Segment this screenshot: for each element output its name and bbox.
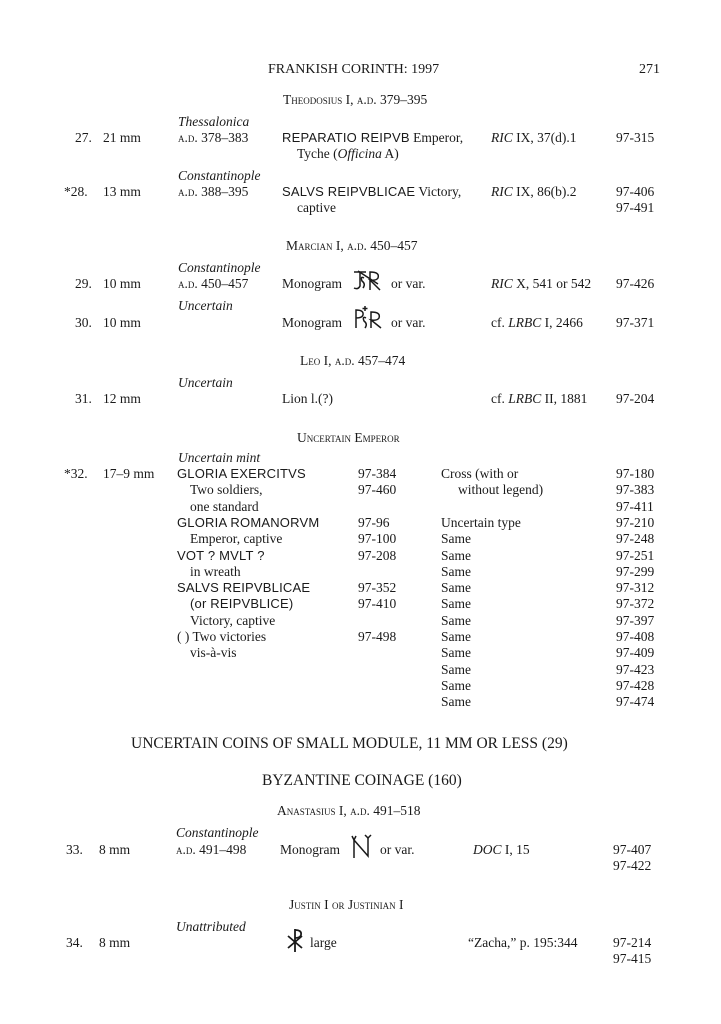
entry-number: 33. <box>66 842 83 857</box>
entry-32-other-type: Same <box>441 596 471 612</box>
entry-32-other-type: Same <box>441 612 471 628</box>
inventory-number: 97-352 <box>358 580 397 596</box>
entry-mint: Uncertain <box>178 375 233 390</box>
entry-reference <box>491 391 587 407</box>
reference-work: RIC <box>491 184 513 199</box>
entry-date: a.d. 491–498 <box>176 842 247 857</box>
coin-legend: REPARATIO REIPVB <box>282 130 410 145</box>
entry-mint: Thessalonica <box>178 114 250 129</box>
entry-reference: “Zacha,” p. 195:344 <box>468 935 578 950</box>
entry-32-other-type: Same <box>441 629 471 644</box>
description-text: A) <box>381 146 399 161</box>
entry-description-label: Monogram <box>282 315 342 330</box>
reference-work: DOC <box>473 842 502 857</box>
entry-size: 21 mm <box>103 130 141 145</box>
inventory-number: 97-491 <box>616 200 655 215</box>
entry-description: large <box>310 935 337 950</box>
reference-work: RIC <box>491 130 513 145</box>
entry-date: a.d. 388–395 <box>178 184 249 199</box>
entry-32-other-type: Same <box>441 580 471 596</box>
entry-mint: Constantinople <box>178 260 261 275</box>
description-text: Victory, <box>415 184 462 199</box>
entry-description-var: or var. <box>380 842 415 857</box>
entry-description <box>282 184 461 200</box>
section-heading-uncertain-emperor: Uncertain Emperor <box>297 430 400 445</box>
entry-description-label: Monogram <box>282 276 342 291</box>
entry-32-type-line: in wreath <box>190 563 241 579</box>
inventory-number: 97-315 <box>616 130 655 145</box>
entry-description-cont <box>297 146 399 162</box>
entry-mint: Uncertain <box>178 298 233 313</box>
entry-mint: Unattributed <box>176 919 246 934</box>
entry-number: *32. <box>64 466 88 481</box>
reference-number: II, 1881 <box>541 391 588 406</box>
section-heading-leo: Leo I, a.d. 457–474 <box>300 353 406 368</box>
reference-work: LRBC <box>508 315 542 330</box>
inventory-number: 97-312 <box>616 580 655 596</box>
inventory-number: 97-426 <box>616 276 655 291</box>
inventory-number: 97-180 <box>616 466 655 481</box>
entry-description-var: or var. <box>391 276 426 291</box>
inventory-number: 97-383 <box>616 482 655 498</box>
entry-size: 12 mm <box>103 391 141 406</box>
entry-32-other-type: Same <box>441 694 471 710</box>
entry-number: 30. <box>75 315 92 330</box>
entry-reference <box>473 842 530 858</box>
reference-number: X, 541 or 542 <box>512 276 592 291</box>
description-text: Emperor, <box>409 130 464 145</box>
inventory-number: 97-406 <box>616 184 655 199</box>
inventory-number: 97-498 <box>358 629 397 644</box>
entry-mint: Constantinople <box>176 825 259 840</box>
entry-reference <box>491 130 577 146</box>
coin-legend: SALVS REIPVBLICAE <box>282 184 416 199</box>
entry-size: 10 mm <box>103 276 141 291</box>
inventory-number: 97-248 <box>616 531 655 547</box>
entry-size: 10 mm <box>103 315 141 330</box>
entry-description-cont: captive <box>297 200 336 215</box>
inventory-number: 97-299 <box>616 563 655 579</box>
entry-description <box>282 130 463 146</box>
monogram-icon <box>350 268 384 292</box>
section-heading-small-module: UNCERTAIN COINS OF SMALL MODULE, 11 MM OR LESS (29) <box>131 735 568 752</box>
entry-32-type-line: SALVS REIPVBLICAE <box>177 580 311 596</box>
reference-number: I, 2466 <box>541 315 583 330</box>
inventory-number: 97-210 <box>616 514 655 530</box>
entry-number: 27. <box>75 130 92 145</box>
monogram-icon <box>350 832 374 860</box>
entry-32-other-type: Same <box>441 661 471 677</box>
entry-number: 34. <box>66 935 83 950</box>
entry-mint: Constantinople <box>178 168 261 183</box>
reference-work: LRBC <box>508 391 542 406</box>
inventory-number: 97-96 <box>358 514 390 530</box>
inventory-number: 97-409 <box>616 645 655 661</box>
entry-size: 13 mm <box>103 184 141 199</box>
inventory-number: 97-384 <box>358 466 397 481</box>
inventory-number: 97-423 <box>616 661 655 677</box>
section-heading-justin: Justin I or Justinian I <box>289 897 404 912</box>
entry-reference <box>491 184 577 200</box>
entry-mint: Uncertain mint <box>178 450 261 465</box>
entry-date: a.d. 378–383 <box>178 130 249 145</box>
chi-rho-cross-icon <box>284 926 306 954</box>
reference-number: I, 15 <box>501 842 530 857</box>
reference-prefix: cf. <box>491 391 509 406</box>
entry-32-type-line: Two soldiers, <box>190 482 263 498</box>
entry-32-other-type: Same <box>441 645 471 661</box>
entry-32-type-line: ( ) Two victories <box>177 629 267 644</box>
inventory-number: 97-372 <box>616 596 655 612</box>
section-heading-byzantine: BYZANTINE COINAGE (160) <box>262 772 462 789</box>
section-heading-theodosius: Theodosius I, a.d. 379–395 <box>283 92 428 107</box>
entry-description-label: Monogram <box>280 842 340 857</box>
entry-number: 29. <box>75 276 92 291</box>
reference-number: IX, 37(d).1 <box>512 130 577 145</box>
entry-32-type-line: (or REIPVBLICE) <box>190 596 294 612</box>
inventory-number: 97-251 <box>616 547 655 563</box>
entry-32-type-line: vis-à-vis <box>190 645 237 661</box>
inventory-number: 97-397 <box>616 612 655 628</box>
entry-description-var: or var. <box>391 315 426 330</box>
entry-size: 17–9 mm <box>103 466 155 481</box>
inventory-number: 97-208 <box>358 547 397 563</box>
entry-32-other-type: Cross (with or <box>441 466 519 481</box>
entry-number: *28. <box>64 184 88 199</box>
reference-number: IX, 86(b).2 <box>512 184 577 199</box>
inventory-number: 97-410 <box>358 596 397 612</box>
entry-date: a.d. 450–457 <box>178 276 249 291</box>
entry-32-type-line: GLORIA EXERCITVS <box>177 466 306 481</box>
entry-reference <box>491 315 583 331</box>
section-heading-anastasius: Anastasius I, a.d. 491–518 <box>277 803 421 818</box>
entry-32-other-type: Same <box>441 563 471 579</box>
entry-32-type-line: VOT ? MVLT ? <box>177 547 265 563</box>
monogram-icon <box>352 304 384 330</box>
inventory-number: 97-408 <box>616 629 655 644</box>
entry-size: 8 mm <box>99 935 131 950</box>
entry-32-type-line: Victory, captive <box>190 612 276 628</box>
inventory-number: 97-371 <box>616 315 655 330</box>
page-number: 271 <box>639 62 660 77</box>
entry-32-other-type: Uncertain type <box>441 514 521 530</box>
entry-32-other-type: without legend) <box>458 482 544 498</box>
running-head-title: FRANKISH CORINTH: 1997 <box>268 62 440 77</box>
reference-work: RIC <box>491 276 513 291</box>
entry-32-type-line: Emperor, captive <box>190 531 283 547</box>
entry-number: 31. <box>75 391 92 406</box>
entry-size: 8 mm <box>99 842 131 857</box>
inventory-number: 97-214 <box>613 935 652 950</box>
description-text-italic: Officina <box>337 146 382 161</box>
inventory-number: 97-460 <box>358 482 397 498</box>
inventory-number: 97-415 <box>613 951 652 966</box>
inventory-number: 97-411 <box>616 498 654 514</box>
inventory-number: 97-100 <box>358 531 397 547</box>
entry-description: Lion l.(?) <box>282 391 333 406</box>
description-text: Tyche ( <box>297 146 338 161</box>
inventory-number: 97-428 <box>616 677 655 693</box>
entry-32-type-line: one standard <box>190 498 259 514</box>
section-heading-marcian: Marcian I, a.d. 450–457 <box>286 238 418 253</box>
inventory-number: 97-204 <box>616 391 655 406</box>
inventory-number: 97-422 <box>613 858 652 873</box>
reference-prefix: cf. <box>491 315 509 330</box>
entry-32-type-line: GLORIA ROMANORVM <box>177 514 320 530</box>
entry-32-other-type: Same <box>441 677 471 693</box>
inventory-number: 97-407 <box>613 842 652 857</box>
inventory-number: 97-474 <box>616 694 655 710</box>
entry-32-other-type: Same <box>441 531 471 547</box>
entry-reference <box>491 276 591 292</box>
entry-32-other-type: Same <box>441 547 471 563</box>
